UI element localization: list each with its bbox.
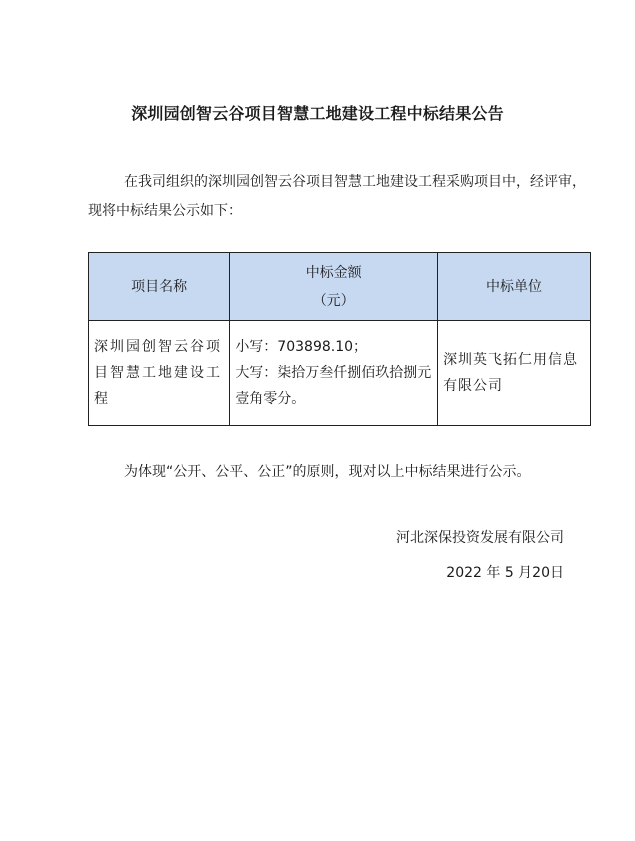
cell-project-name: 深圳园创智云谷项目智慧工地建设工程 (89, 321, 230, 426)
document-title: 深圳园创智云谷项目智慧工地建设工程中标结果公告 (131, 104, 504, 123)
closing-paragraph: 为体现“公开、公平、公正”的原则，现对以上中标结果进行公示。 (124, 464, 531, 480)
issuer-name: 河北深保投资发展有限公司 (396, 530, 564, 546)
amount-numeric: 小写：703898.10； (235, 339, 368, 355)
award-result-table (88, 252, 591, 426)
cell-winning-company: 深圳英飞拓仁用信息有限公司 (438, 321, 591, 426)
cell-award-amount (230, 321, 438, 426)
header-project-name: 项目名称 (89, 253, 230, 321)
intro-paragraph: 在我司组织的深圳园创智云谷项目智慧工地建设工程采购项目中，经评审，现将中标结果公示如下： (88, 174, 586, 219)
header-winning-company: 中标单位 (438, 253, 591, 321)
table-header-row (89, 253, 591, 321)
amount-in-words: 大写：柒拾万叁仟捌佰玖拾捌元壹角零分。 (235, 365, 432, 407)
issue-date: 2022 年 5 月20日 (446, 565, 564, 581)
header-amount-unit: （元） (312, 292, 355, 309)
header-amount-label: 中标金额 (305, 264, 362, 281)
table-row (89, 321, 591, 426)
header-award-amount (230, 253, 438, 321)
